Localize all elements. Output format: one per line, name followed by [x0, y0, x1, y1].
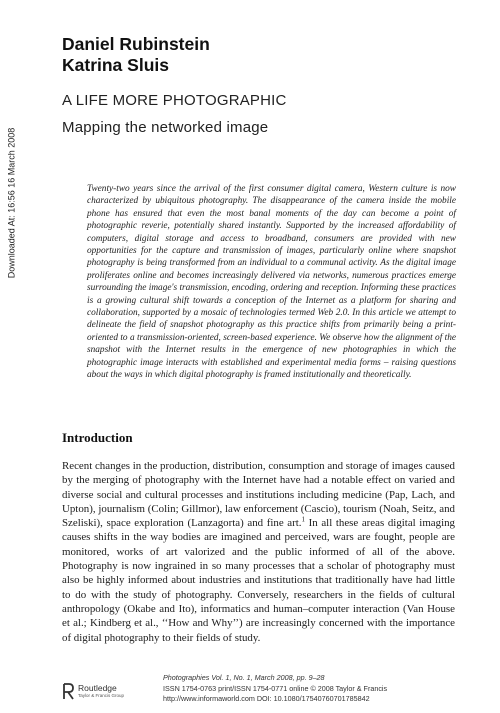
body-paragraph-text	[62, 459, 455, 645]
article-title: A LIFE MORE PHOTOGRAPHIC	[62, 92, 287, 109]
publisher-name-block	[78, 684, 124, 699]
author-name: Katrina Sluis	[62, 55, 169, 75]
download-timestamp-text: Downloaded At: 16:56 16 March 2008	[6, 127, 17, 279]
author-list	[62, 34, 210, 76]
footnote-marker[interactable]: 1	[301, 515, 305, 524]
abstract-text: Twenty-two years since the arrival of the first consumer digital camera, Western culture is now characterized by ubiquitous photography. The disappearance of the camera inside the mobile phone has ensured that even the most banal moments of the day can become a point of photographic reverie, potentially shared instantly. Supported by the increased affordability of computers, digital storage and access to broadband, consumers are provided with new opportunities for the capture and transmission of images, particularly online where snapshot photography is being transformed from an individual to a communal activity. As the digital image proliferates online and becomes increasingly delivered via networks, numerous practices emerge surrounding the image's transmission, encoding, ordering and reception. Informing these practices is a growing cultural shift towards a conception of the Internet as a platform for sharing and collaboration, supported by a mosaic of technologies termed Web 2.0. In this article we attempt to delineate the field of snapshot photography as this practice shifts from primarily being a print-oriented to a transmission-oriented, screen-based experience. We observe how the alignment of the snapshot with the Internet results in the emergence of new photographies in which the photographic image interacts with established and experimental media forms – raising questions about the ways in which digital photography is framed institutionally and theoretically.	[87, 184, 456, 381]
author-name: Daniel Rubinstein	[62, 34, 210, 54]
journal-citation: Photographies Vol. 1, No. 1, March 2008, pp. 9–28	[163, 673, 325, 682]
body-text-part: Recent changes in the production, distribution, consumption and storage of images caused by the merging of photography with the Internet have had a notable effect on varied and diverse social and cultural processes and institutions including medicine (Pap, Lach, and Upton), journalism (Colin; Gillmor), law enforcement (Cascio), tourism (Noah, Seitz, and Szeliski), space exploration (Lanzagorta) and fine art.	[62, 460, 455, 530]
body-text-part: In all these areas digital imaging causes shifts in the way bodies are imagined and perceived, wars are fought, people are monitored, works of art valorized and the public informed of all of the above. Photography is now ingrained in so many processes that a scholar of photography must also be highly informed about industries and institutions that traditionally have had little to do with the study of photography. Conversely, researchers in the fields of cultural anthropology (Okabe and Ito), informatics and human–computer interaction (Van House et al.; Kindberg et al., ‘‘How and Why’’) are increasingly concerned with the importance of digital photography to their fields of study.	[62, 517, 455, 644]
journal-footer	[163, 673, 387, 705]
publisher-group: Taylor & Francis Group	[78, 693, 125, 698]
issn-line: ISSN 1754-0763 print/ISSN 1754-0771 online © 2008 Taylor & Francis	[163, 683, 388, 693]
routledge-logo-icon	[62, 683, 75, 700]
article-subtitle: Mapping the networked image	[62, 119, 269, 136]
body-paragraph	[62, 459, 455, 645]
doi-line[interactable]: http://www.informaworld.com DOI: 10.1080/17540760701785842	[163, 694, 370, 704]
publisher-logo	[62, 683, 124, 700]
abstract	[87, 183, 456, 382]
section-heading: Introduction	[62, 430, 133, 445]
publisher-name: Routledge	[78, 683, 117, 693]
download-timestamp	[3, 128, 19, 278]
